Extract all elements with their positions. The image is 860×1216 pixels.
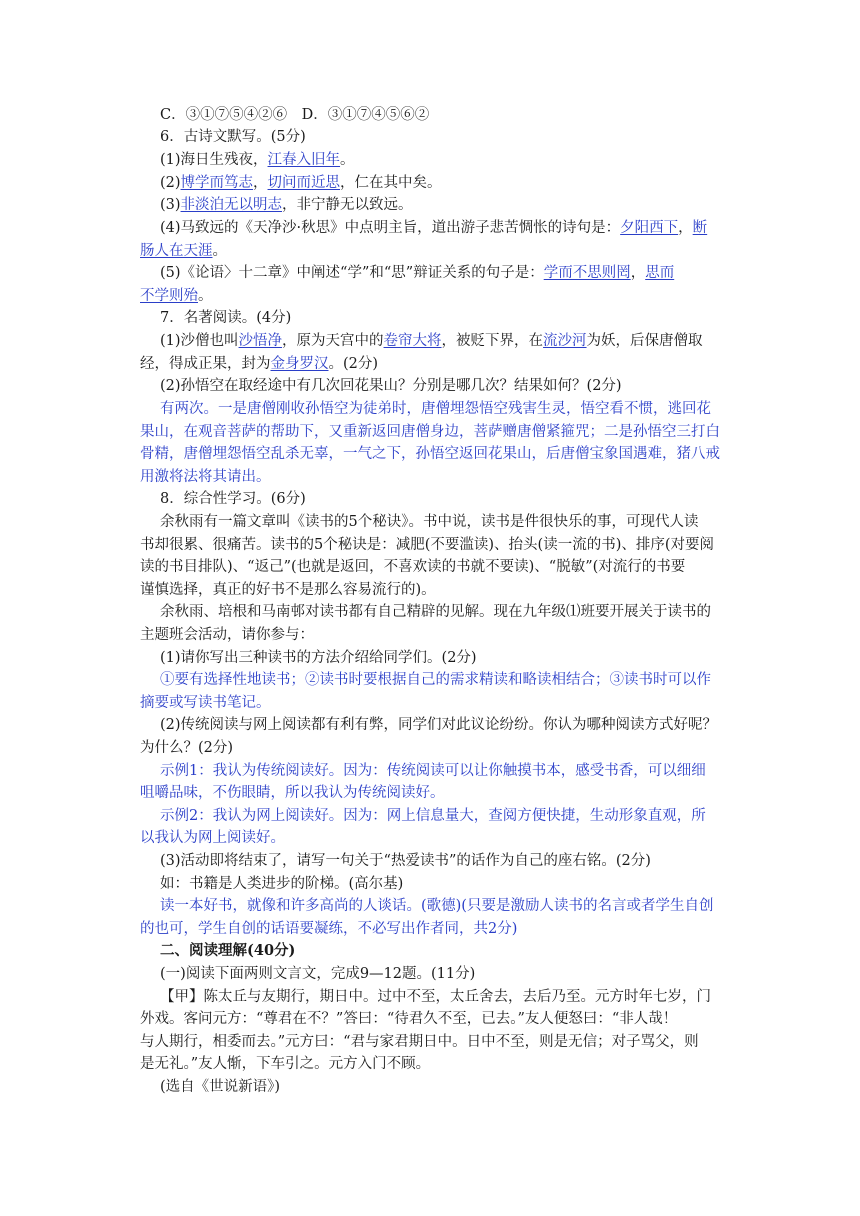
answer-line: 的也可，学生自创的话语要凝练，不必写出作者同，共2分) [140, 921, 518, 937]
text-line: 外戏。客问元方：“尊君在不？”答曰：“待君久不至，已去。”友人便怒曰：“非人哉！ [140, 1011, 678, 1027]
text-line: 如：书籍是人类进步的阶梯。(高尔基) [160, 876, 404, 892]
source-note: (选自《世说新语》) [160, 1079, 281, 1095]
answer-text: 夕阳西下 [620, 220, 679, 236]
text-line: 余秋雨、培根和马南邨对读书都有自己精辟的见解。现在九年级⑴班要开展关于读书的 [160, 604, 711, 620]
text-line: (1)沙僧也叫沙悟净，原为天宫中的卷帘大将，被贬下界，在流沙河为妖，后保唐僧取 [160, 333, 703, 349]
text-line: 谨慎选择，真正的好书不是那么容易流行的)。 [140, 582, 436, 598]
text-line: 不学则殆。 [140, 288, 213, 304]
answer-line: 示例1：我认为传统阅读好。因为：传统阅读可以让你触摸书本，感受书香，可以细细 [160, 763, 706, 779]
answer-line: 咀嚼品味，不伤眼睛，所以我认为传统阅读好。 [140, 785, 445, 801]
text-line: 经，得成正果，封为金身罗汉。(2分) [140, 356, 379, 372]
text-line: (2)孙悟空在取经途中有几次回花果山？分别是哪几次？结果如何？(2分) [160, 378, 622, 394]
answer-line: 以我认为网上阅读好。 [140, 830, 285, 846]
text-line: (4)马致远的《天净沙·秋思》中点明主旨，道出游子悲苦惆怅的诗句是：夕阳西下，断 [160, 220, 708, 236]
answer-line: 示例2：我认为网上阅读好。因为：网上信息量大，查阅方便快捷，生动形象直观，所 [160, 808, 706, 824]
answer-text: 肠人在天涯 [140, 243, 213, 259]
text-line: 【甲】陈太丘与友期行，期日中。过中不至，太丘舍去，去后乃至。元方时年七岁，门 [160, 989, 711, 1005]
answer-text: 流沙河 [543, 333, 587, 349]
text-line: 读的书目排队)、“返己”(也就是返回，不喜欢读的书就不要读)、“脱敏”(对流行的书要 [140, 559, 686, 575]
answer-line: 读一本好书，就像和许多高尚的人谈话。(歌德)(只要是激励人读书的名言或者学生自创 [160, 898, 714, 914]
answer-line: 果山，在观音菩萨的帮助下，又重新返回唐僧身边，菩萨赠唐僧紧箍咒；二是孙悟空三打白 [140, 424, 720, 440]
text-line: 余秋雨有一篇文章叫《读书的5个秘诀》。书中说，读书是件很快乐的事，可现代人读 [160, 514, 699, 530]
text-line: (5)《论语〉十二章》中阐述“学”和“思”辩证关系的句子是：学而不思则罔，思而 [160, 265, 675, 281]
text-line: 书却很累、很痛苦。读书的5个秘诀是：减肥(不要滥读)、抬头(读一流的书)、排序(对要阅 [140, 537, 715, 553]
text-line: 为什么？(2分) [140, 740, 234, 756]
answer-text: 思而 [645, 265, 675, 281]
text-line: (一)阅读下面两则文言文，完成9—12题。(11分) [160, 966, 476, 982]
answer-line: 有两次。一是唐僧刚收孙悟空为徒弟时，唐僧埋怨悟空残害生灵，悟空看不惯，逃回花 [160, 401, 711, 417]
answer-text: 非淡泊无以明志 [180, 197, 283, 213]
text-line: (1)请你写出三种读书的方法介绍给同学们。(2分) [160, 650, 477, 666]
text-line: 主题班会活动，请你参与： [140, 627, 314, 643]
section-heading: 二、阅读理解(40分) [160, 942, 296, 959]
text-line: 是无礼。”友人惭，下车引之。元方入门不顾。 [140, 1056, 431, 1072]
answer-text: 卷帘大将 [383, 333, 442, 349]
answer-text: 江春入旧年 [267, 152, 341, 168]
text-line: 与人期行，相委而去。”元方曰：“君与家君期日中。日中不至，则是无信；对子骂父，则 [140, 1034, 699, 1050]
answer-text: 学而不思则罔 [543, 265, 631, 281]
question-heading: 8．综合性学习。(6分) [160, 491, 306, 507]
answer-line: 用激将法将其请出。 [140, 469, 271, 485]
text-line: (3)非淡泊无以明志，非宁静无以致远。 [160, 197, 413, 213]
answer-line: 骨精，唐僧埋怨悟空乱杀无辜，一气之下，孙悟空返回花果山，后唐僧宝象国遇难，猪八戒 [140, 446, 720, 462]
text-line: (2)传统阅读与网上阅读都有利有弊，同学们对此议论纷纷。你认为哪种阅读方式好呢？ [160, 717, 718, 733]
text-line: (1)海日生残夜，江春入旧年。 [160, 152, 355, 168]
answer-line: ①要有选择性地读书；②读书时要根据自己的需求精读和略读相结合；③读书时可以作 [160, 672, 711, 688]
text-line: C．③①⑦⑤④②⑥ D．③①⑦④⑤⑥② [160, 107, 430, 123]
answer-text: 沙悟净 [238, 333, 283, 349]
answer-line: 摘要或写读书笔记。 [140, 695, 271, 711]
text-line: 肠人在天涯。 [140, 243, 227, 259]
question-heading: 6．古诗文默写。(5分) [160, 129, 306, 145]
answer-text: 切问而近思 [267, 175, 341, 191]
text-line: (2)博学而笃志，切问而近思，仁在其中矣。 [160, 175, 442, 191]
answer-text: 不学则殆 [140, 288, 198, 304]
question-heading: 7．名著阅读。(4分) [160, 310, 292, 326]
answer-text: 博学而笃志 [180, 175, 254, 191]
text-line: (3)活动即将结束了，请写一句关于“热爱读书”的话作为自己的座右铭。(2分) [160, 853, 651, 869]
answer-text: 断 [692, 220, 708, 236]
answer-text: 金身罗汉 [270, 356, 329, 372]
